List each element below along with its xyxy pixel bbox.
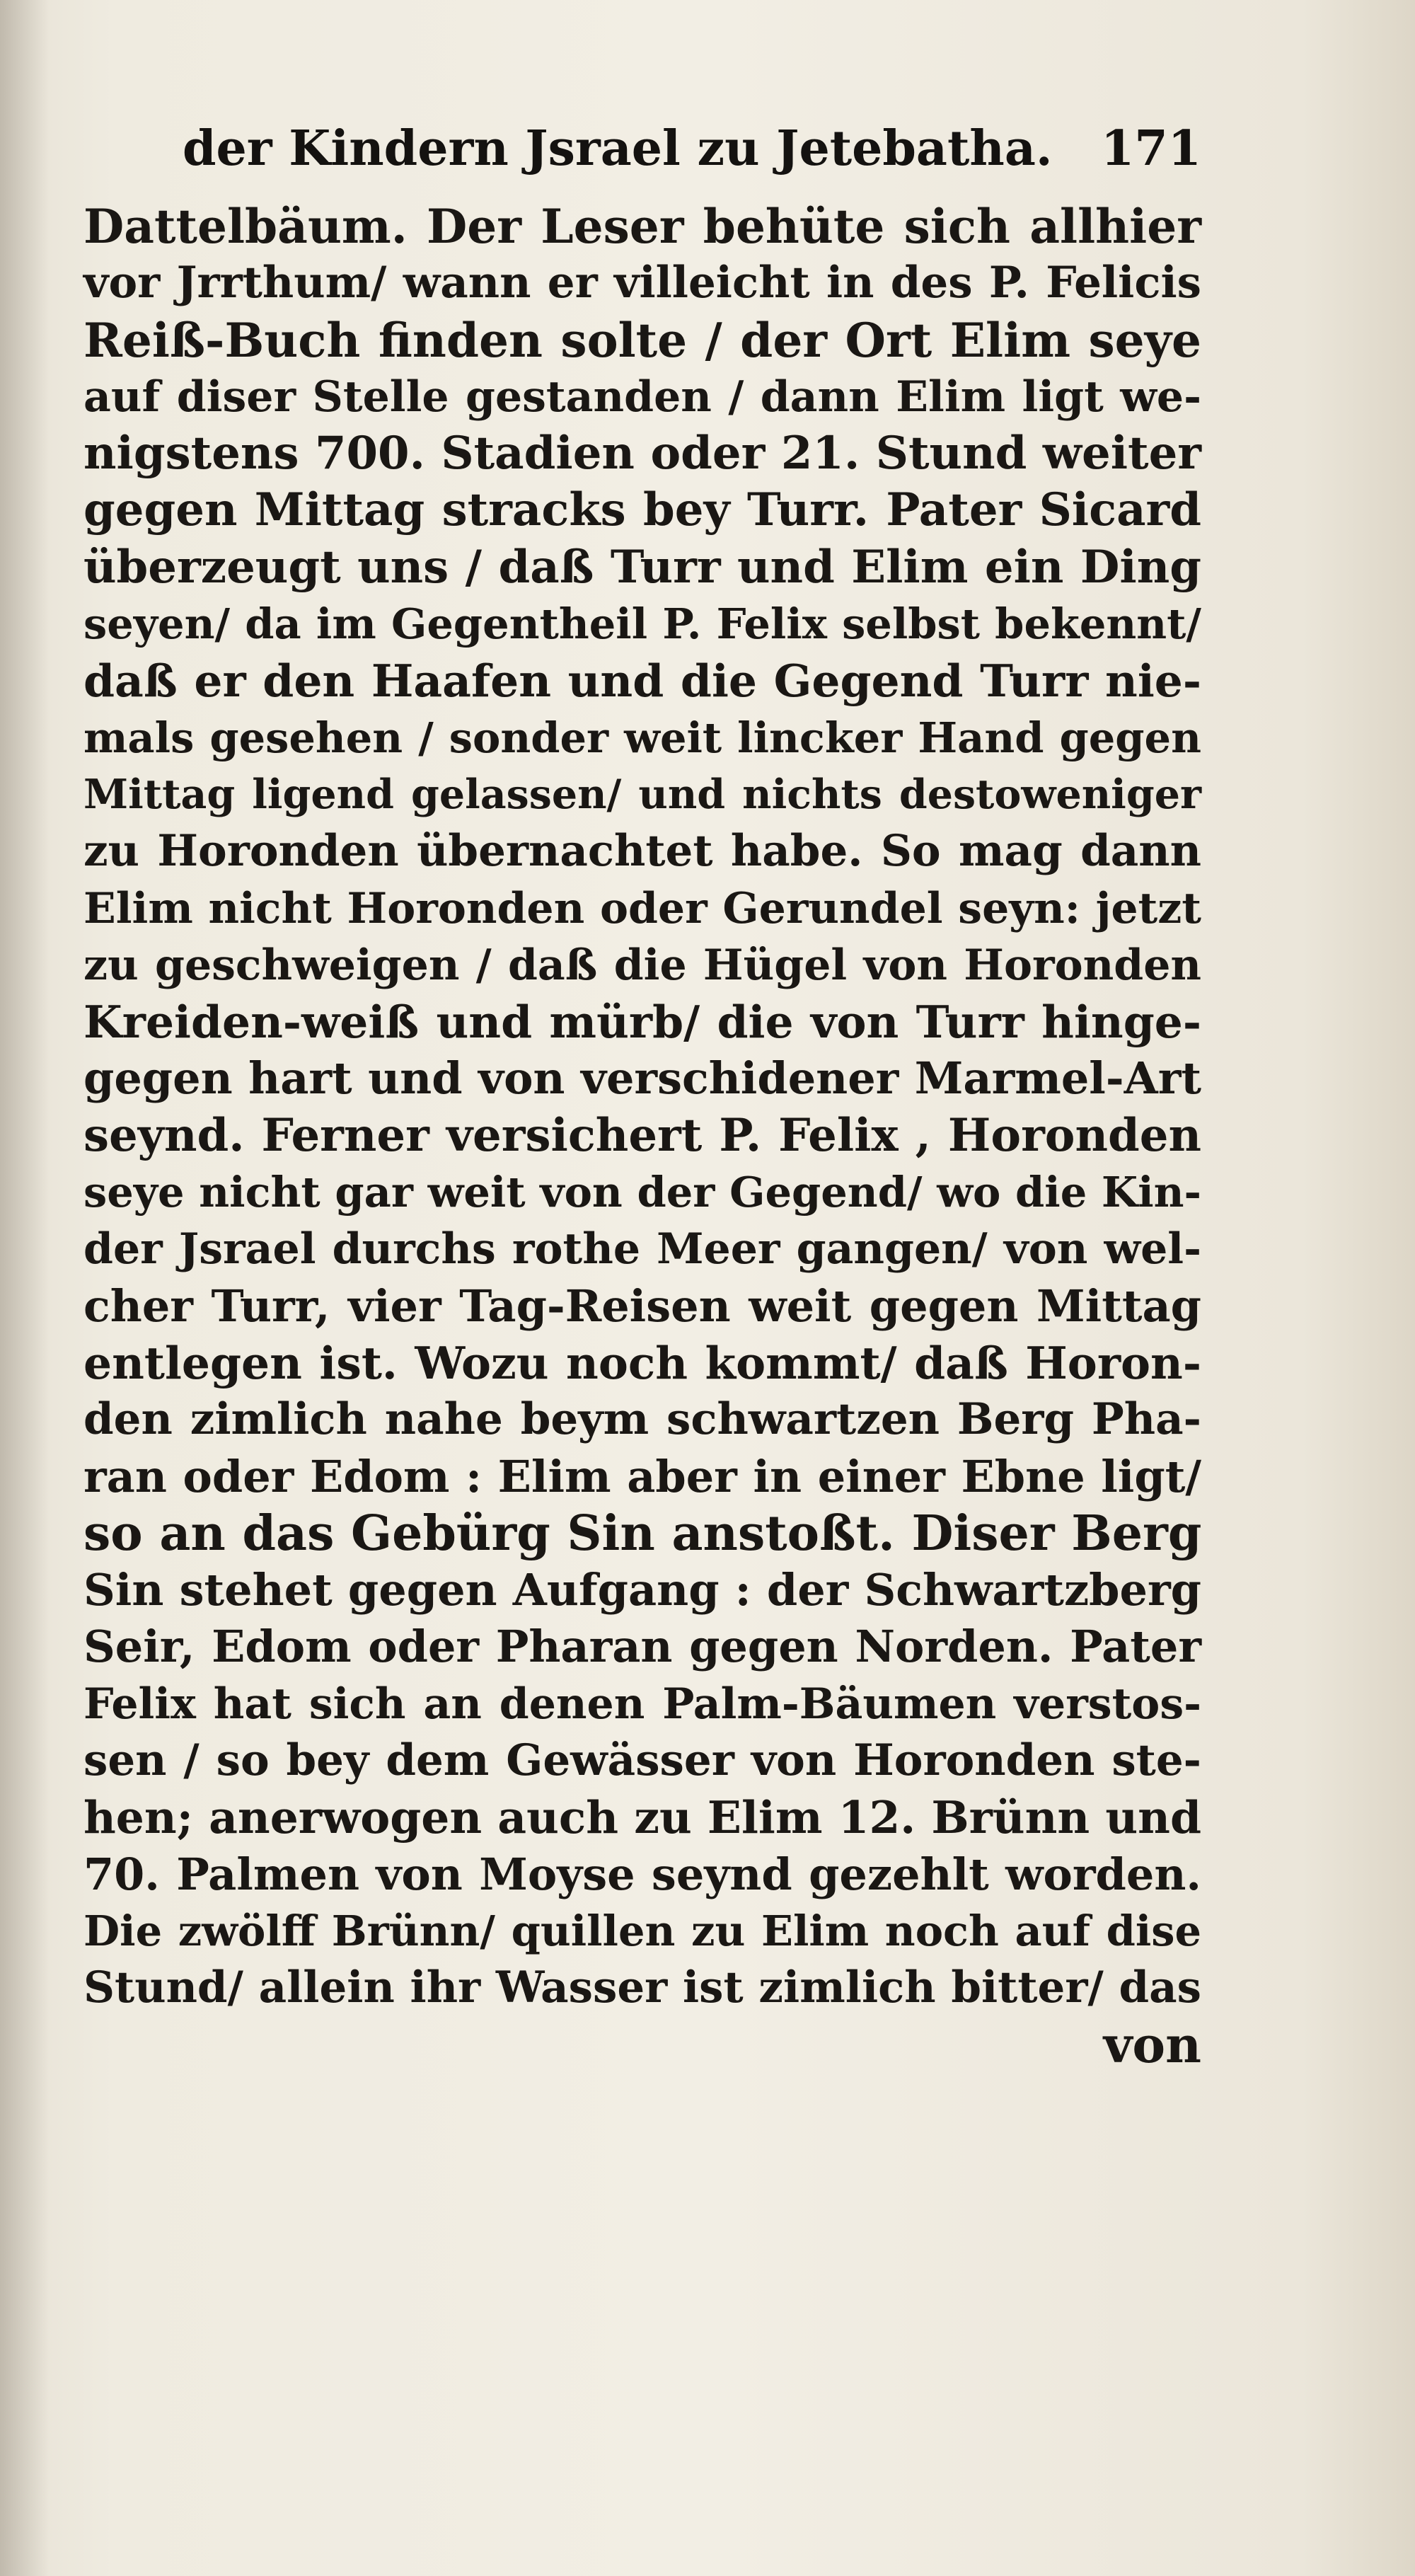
text-line: gegen Mittag stracks bey Turr. Pater Sicard: [83, 483, 1201, 537]
text-line: auf diser Stelle gestanden / dann Elim ligt we-: [83, 372, 1201, 422]
text-line: daß er den Haafen und die Gegend Turr nie-: [83, 655, 1201, 708]
text-line: Seir, Edom oder Pharan gegen Norden. Pater: [83, 1621, 1201, 1673]
text-line: Stund/ allein ihr Wasser ist zimlich bitter/ das: [83, 1962, 1201, 2013]
text-line: der Jsrael durchs rothe Meer gangen/ von wel-: [83, 1224, 1201, 1275]
text-line: Elim nicht Horonden oder Gerundel seyn: jetzt: [83, 883, 1201, 933]
text-line: Die zwölff Brünn/ quillen zu Elim noch auf dise: [83, 1906, 1201, 1955]
text-line: 70. Palmen von Moyse seynd gezehlt worden.: [83, 1848, 1201, 1900]
binding-shadow: [0, 0, 50, 2576]
page-header: [183, 106, 1201, 191]
text-line: entlegen ist. Wozu noch kommt/ daß Horon-: [83, 1336, 1201, 1389]
text-line: ran oder Edom : Elim aber in einer Ebne ligt/: [83, 1450, 1201, 1502]
text-line: den zimlich nahe beym schwartzen Berg Pha-: [83, 1394, 1201, 1445]
text-line: so an das Gebürg Sin anstoßt. Diser Berg: [83, 1505, 1202, 1562]
text-line: zu geschweigen / daß die Hügel von Horonden: [83, 940, 1201, 990]
text-line: Felix hat sich an denen Palm-Bäumen verstos-: [83, 1679, 1201, 1729]
text-line: gegen hart und von verschidener Marmel-Art: [83, 1052, 1201, 1105]
body-text: [83, 198, 1201, 2074]
text-line: seyen/ da im Gegentheil P. Felix selbst bekennt/: [83, 599, 1201, 649]
page-number: 171: [1101, 120, 1201, 177]
text-line: mals gesehen / sonder weit lincker Hand gegen: [83, 713, 1201, 762]
text-line: nigstens 700. Stadien oder 21. Stund weiter: [83, 427, 1201, 481]
text-line: Mittag ligend gelassen/ und nichts destoweniger: [83, 770, 1201, 818]
text-line: seynd. Ferner versichert P. Felix , Horonden: [83, 1108, 1201, 1162]
text-line: hen; anerwogen auch zu Elim 12. Brünn und: [83, 1791, 1201, 1844]
text-line: seye nicht gar weit von der Gegend/ wo die Kin-: [83, 1168, 1201, 1217]
running-title: der Kindern Jsrael zu Jetebatha.: [183, 120, 1053, 177]
text-line: sen / so bey dem Gewässer von Horonden ste-: [83, 1735, 1201, 1786]
text-line: Kreiden-weiß und mürb/ die von Turr hinge-: [83, 996, 1201, 1049]
text-line: überzeugt uns / daß Turr und Elim ein Ding: [83, 540, 1201, 594]
catchword: von: [1103, 2015, 1201, 2074]
text-line: Sin stehet gegen Aufgang : der Schwartzberg: [83, 1564, 1201, 1616]
text-line: zu Horonden übernachtet habe. So mag dann: [83, 826, 1201, 877]
text-line: vor Jrrthum/ wann er villeicht in des P. Felicis: [83, 258, 1201, 309]
text-line: Reiß-Buch finden solte / der Ort Elim seye: [83, 312, 1201, 368]
text-line: cher Turr, vier Tag-Reisen weit gegen Mittag: [83, 1280, 1201, 1332]
text-line: Dattelbäum. Der Leser behüte sich allhier: [83, 199, 1201, 254]
